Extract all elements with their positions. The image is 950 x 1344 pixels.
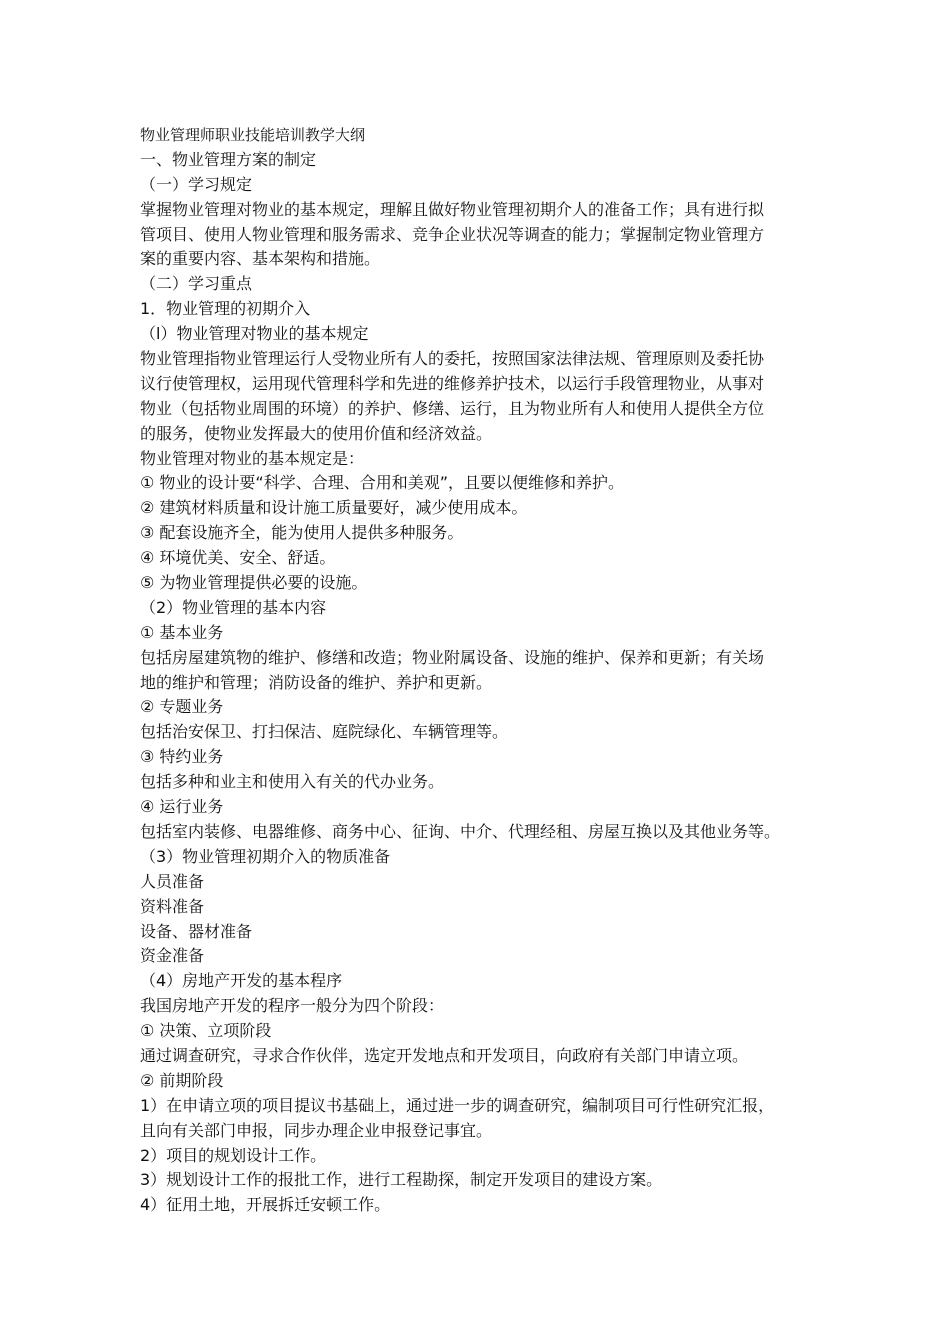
text-line: 一、物业管理方案的制定 [140,149,317,169]
text-line: ⑤ 为物业管理提供必要的设施。 [140,573,368,593]
text-line: 设备、器材准备 [140,921,253,941]
text-line: （二）学习重点 [140,274,253,294]
text-line: 包括多种和业主和使用入有关的代办业务。 [140,772,445,792]
text-line: （一）学习规定 [140,174,253,194]
text-line: ② 专题业务 [140,697,224,717]
text-line: 包括房屋建筑物的维护、修缮和改造；物业附属设备、设施的维护、保养和更新；有关场 [140,647,765,667]
text-line: 2）项目的规划设计工作。 [140,1145,327,1165]
text-line: 物业管理对物业的基本规定是： [140,448,365,468]
text-line: 人员准备 [140,871,205,891]
text-line: 案的重要内容、基本架构和措施。 [140,249,381,269]
text-line: 我国房地产开发的程序一般分为四个阶段： [140,996,445,1016]
text-line: 包括治安保卫、打扫保洁、庭院绿化、车辆管理等。 [140,722,509,742]
text-line: 地的维护和管理；消防设备的维护、养护和更新。 [140,672,493,692]
text-line: （3）物业管理初期介入的物质准备 [140,846,391,866]
text-line: 1）在申请立项的项目提议书基础上，通过进一步的调查研究，编制项目可行性研究汇报， [140,1095,775,1115]
text-line: ② 前期阶段 [140,1070,224,1090]
text-line: 物业（包括物业周围的环境）的养护、修缮、运行，且为物业所有人和使用人提供全方位 [140,398,765,418]
text-line: 3）规划设计工作的报批工作，进行工程勘探，制定开发项目的建设方案。 [140,1170,663,1190]
text-line: ③ 特约业务 [140,747,224,767]
text-line: 资金准备 [140,946,205,966]
text-line: ① 决策、立项阶段 [140,1021,272,1041]
text-line: （l）物业管理对物业的基本规定 [140,324,369,344]
text-line: 物业管理指物业管理运行人受物业所有人的委托，按照国家法律法规、管理原则及委托协 [140,349,765,369]
text-line: 通过调查研究，寻求合作伙伴，选定开发地点和开发项目，向政府有关部门申请立项。 [140,1045,749,1065]
text-line: （2）物业管理的基本内容 [140,597,327,617]
text-line: ④ 运行业务 [140,797,224,817]
text-line: 包括室内装修、电器维修、商务中心、征询、中介、代理经租、房屋互换以及其他业务等。 [140,821,781,841]
text-line: 4）征用土地，开展拆迁安顿工作。 [140,1195,391,1215]
text-line: 管项目、使用人物业管理和服务需求、竞争企业状况等调查的能力；掌握制定物业管理方 [140,224,765,244]
text-line: （4）房地产开发的基本程序 [140,971,343,991]
text-line: 1．物业管理的初期介入 [140,299,311,319]
text-line: ① 基本业务 [140,622,224,642]
document-title: 物业管理师职业技能培训教学大纲 [140,126,366,144]
document-page [140,123,820,1218]
text-line: 的服务，使物业发挥最大的使用价值和经济效益。 [140,423,493,443]
document-body [140,148,820,1218]
text-line: ② 建筑材料质量和设计施工质量要好，减少使用成本。 [140,498,528,518]
text-line: 资料准备 [140,896,205,916]
text-line: 且向有关部门申报，同步办理企业申报登记事宜。 [140,1120,493,1140]
text-line: 议行使管理权，运用现代管理科学和先进的维修养护技术，以运行手段管理物业，从事对 [140,373,765,393]
text-line: 掌握物业管理对物业的基本规定，理解且做好物业管理初期介人的准备工作；具有进行拟 [140,199,765,219]
text-line: ④ 环境优美、安全、舒适。 [140,548,336,568]
text-line: ① 物业的设计要“科学、合理、合用和美观”，且要以便维修和养护。 [140,473,625,493]
text-line: ③ 配套设施齐全，能为使用人提供多种服务。 [140,523,464,543]
